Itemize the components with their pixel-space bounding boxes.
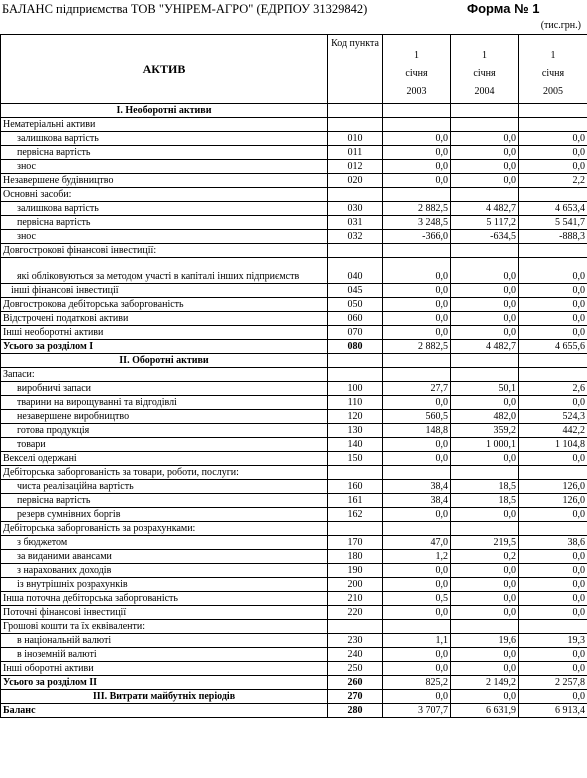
row-label: виробничі запаси xyxy=(1,382,328,396)
row-code xyxy=(328,522,383,536)
value-2004: 0,0 xyxy=(451,284,519,298)
value-2003: 0,0 xyxy=(383,160,451,174)
value-2004: 0,0 xyxy=(451,662,519,676)
unit-label: (тис.грн.) xyxy=(540,20,581,31)
table-row xyxy=(1,662,587,676)
column-header-date-2003 xyxy=(383,35,451,104)
value-2005: 6 913,4 xyxy=(519,704,587,718)
value-2005: 0,0 xyxy=(519,284,587,298)
row-label: товари xyxy=(1,438,328,452)
row-label: залишкова вартість xyxy=(1,132,328,146)
value-2005: 0,0 xyxy=(519,258,587,284)
value-2005: 0,0 xyxy=(519,132,587,146)
row-code: 250 xyxy=(328,662,383,676)
row-code: 240 xyxy=(328,648,383,662)
value-2003: -366,0 xyxy=(383,230,451,244)
value-2003 xyxy=(383,188,451,202)
table-row xyxy=(1,508,587,522)
value-2005: 0,0 xyxy=(519,298,587,312)
column-header-code-label: Код пункта xyxy=(331,38,379,49)
row-label: тварини на вирощуванні та відгодівлі xyxy=(1,396,328,410)
value-2005: 0,0 xyxy=(519,606,587,620)
row-label: знос xyxy=(1,160,328,174)
value-2003: 0,0 xyxy=(383,326,451,340)
value-2005: 0,0 xyxy=(519,648,587,662)
balance-table xyxy=(0,34,587,718)
row-code: 031 xyxy=(328,216,383,230)
table-row xyxy=(1,452,587,466)
row-label: первісна вартість xyxy=(1,494,328,508)
value-2003: 2 882,5 xyxy=(383,340,451,354)
value-2003: 0,0 xyxy=(383,452,451,466)
row-code: 270 xyxy=(328,690,383,704)
value-2003: 0,0 xyxy=(383,578,451,592)
value-2003: 0,0 xyxy=(383,146,451,160)
row-label: Дебіторська заборгованість за товари, роботи, послуги: xyxy=(1,466,328,480)
row-label: первісна вартість xyxy=(1,216,328,230)
value-2004: 0,0 xyxy=(451,578,519,592)
row-code xyxy=(328,466,383,480)
row-code xyxy=(328,244,383,258)
row-label: інші фінансові інвестиції xyxy=(1,284,328,298)
value-2004: 0,0 xyxy=(451,326,519,340)
row-label: чиста реалізаційна вартість xyxy=(1,480,328,494)
value-2005 xyxy=(519,368,587,382)
value-2003: 0,0 xyxy=(383,284,451,298)
row-label: Незавершене будівництво xyxy=(1,174,328,188)
value-2004: 0,0 xyxy=(451,174,519,188)
row-code: 060 xyxy=(328,312,383,326)
row-label: Запаси: xyxy=(1,368,328,382)
value-2004 xyxy=(451,104,519,118)
value-2003: 0,0 xyxy=(383,662,451,676)
table-row xyxy=(1,494,587,508)
value-2005: 0,0 xyxy=(519,326,587,340)
table-row xyxy=(1,382,587,396)
value-2004: 4 482,7 xyxy=(451,202,519,216)
header-day: 1 xyxy=(482,50,487,61)
value-2004 xyxy=(451,244,519,258)
row-label: Відстрочені податкові активи xyxy=(1,312,328,326)
table-row xyxy=(1,410,587,424)
row-code: 160 xyxy=(328,480,383,494)
row-code: 150 xyxy=(328,452,383,466)
row-label: готова продукція xyxy=(1,424,328,438)
row-label: І. Необоротні активи xyxy=(1,104,328,118)
row-code: 020 xyxy=(328,174,383,188)
document-header xyxy=(0,0,587,34)
document-title: БАЛАНС підприємства ТОВ "УНІРЕМ-АГРО" (ЕДРПОУ 31329842) xyxy=(2,2,368,16)
column-header-date-2005 xyxy=(519,35,587,104)
header-month: січня xyxy=(541,68,565,79)
value-2005: 524,3 xyxy=(519,410,587,424)
value-2003: 560,5 xyxy=(383,410,451,424)
value-2003: 825,2 xyxy=(383,676,451,690)
value-2004: 482,0 xyxy=(451,410,519,424)
value-2005: 442,2 xyxy=(519,424,587,438)
column-header-date-2004 xyxy=(451,35,519,104)
row-label: знос xyxy=(1,230,328,244)
value-2003 xyxy=(383,354,451,368)
table-row xyxy=(1,244,587,258)
value-2003: 38,4 xyxy=(383,480,451,494)
table-row xyxy=(1,466,587,480)
value-2005: 0,0 xyxy=(519,160,587,174)
row-code xyxy=(328,118,383,132)
value-2005 xyxy=(519,118,587,132)
row-code xyxy=(328,620,383,634)
value-2004: 0,0 xyxy=(451,452,519,466)
value-2003: 0,0 xyxy=(383,132,451,146)
value-2005: 5 541,7 xyxy=(519,216,587,230)
row-label: за виданими авансами xyxy=(1,550,328,564)
row-code: 012 xyxy=(328,160,383,174)
value-2005: 0,0 xyxy=(519,550,587,564)
row-label: Довгострокові фінансові інвестиції: xyxy=(1,244,328,258)
table-row xyxy=(1,438,587,452)
value-2004: 0,0 xyxy=(451,312,519,326)
table-row xyxy=(1,160,587,174)
row-code: 032 xyxy=(328,230,383,244)
value-2005: 2 257,8 xyxy=(519,676,587,690)
value-2003: 0,0 xyxy=(383,564,451,578)
value-2003: 0,0 xyxy=(383,508,451,522)
table-row xyxy=(1,188,587,202)
row-code: 100 xyxy=(328,382,383,396)
row-label: які обліковуються за методом участі в капіталі інших підприємств xyxy=(1,258,328,284)
row-code: 140 xyxy=(328,438,383,452)
value-2003: 0,0 xyxy=(383,258,451,284)
row-label: Інші оборотні активи xyxy=(1,662,328,676)
row-code: 200 xyxy=(328,578,383,592)
row-label: в іноземній валюті xyxy=(1,648,328,662)
table-row xyxy=(1,578,587,592)
value-2004: 0,0 xyxy=(451,396,519,410)
value-2003: 0,0 xyxy=(383,174,451,188)
value-2003 xyxy=(383,244,451,258)
row-label: з бюджетом xyxy=(1,536,328,550)
table-row xyxy=(1,354,587,368)
row-code: 080 xyxy=(328,340,383,354)
header-day: 1 xyxy=(550,50,556,61)
value-2003 xyxy=(383,466,451,480)
table-row xyxy=(1,368,587,382)
header-year: 2004 xyxy=(474,86,495,97)
table-row xyxy=(1,606,587,620)
row-label: із внутрішніх розрахунків xyxy=(1,578,328,592)
row-code: 210 xyxy=(328,592,383,606)
table-row xyxy=(1,312,587,326)
value-2005: 126,0 xyxy=(519,494,587,508)
value-2005 xyxy=(519,244,587,258)
value-2004: 0,0 xyxy=(451,690,519,704)
table-row xyxy=(1,132,587,146)
value-2004 xyxy=(451,118,519,132)
value-2003: 0,0 xyxy=(383,606,451,620)
value-2004: 0,0 xyxy=(451,160,519,174)
value-2004: 0,0 xyxy=(451,258,519,284)
row-code: 120 xyxy=(328,410,383,424)
row-code: 180 xyxy=(328,550,383,564)
value-2003 xyxy=(383,620,451,634)
row-code: 070 xyxy=(328,326,383,340)
value-2004: 0,0 xyxy=(451,508,519,522)
row-code: 230 xyxy=(328,634,383,648)
row-code: 110 xyxy=(328,396,383,410)
header-month: січня xyxy=(405,68,428,79)
value-2004: 19,6 xyxy=(451,634,519,648)
table-row xyxy=(1,620,587,634)
table-row xyxy=(1,648,587,662)
value-2005 xyxy=(519,522,587,536)
value-2003: 3 248,5 xyxy=(383,216,451,230)
row-code: 045 xyxy=(328,284,383,298)
value-2003: 0,0 xyxy=(383,312,451,326)
value-2003 xyxy=(383,118,451,132)
value-2003: 2 882,5 xyxy=(383,202,451,216)
value-2003 xyxy=(383,522,451,536)
value-2003: 0,0 xyxy=(383,298,451,312)
table-row xyxy=(1,592,587,606)
table-row xyxy=(1,676,587,690)
value-2005: 0,0 xyxy=(519,690,587,704)
header-day: 1 xyxy=(414,50,419,61)
value-2004 xyxy=(451,466,519,480)
row-code: 190 xyxy=(328,564,383,578)
value-2004: 18,5 xyxy=(451,494,519,508)
table-row xyxy=(1,202,587,216)
table-header-row xyxy=(1,35,587,104)
value-2004 xyxy=(451,522,519,536)
value-2005 xyxy=(519,620,587,634)
row-label: ІІ. Оборотні активи xyxy=(1,354,328,368)
value-2004: 6 631,9 xyxy=(451,704,519,718)
value-2003: 38,4 xyxy=(383,494,451,508)
value-2004 xyxy=(451,188,519,202)
value-2004: 0,0 xyxy=(451,606,519,620)
value-2004: 2 149,2 xyxy=(451,676,519,690)
table-row xyxy=(1,118,587,132)
value-2005: 2,6 xyxy=(519,382,587,396)
row-label: Довгострокова дебіторська заборгованість xyxy=(1,298,328,312)
value-2005: 19,3 xyxy=(519,634,587,648)
table-row xyxy=(1,230,587,244)
row-code: 170 xyxy=(328,536,383,550)
row-label: в національній валюті xyxy=(1,634,328,648)
table-row xyxy=(1,216,587,230)
row-code xyxy=(328,104,383,118)
value-2005: 0,0 xyxy=(519,662,587,676)
value-2003: 0,0 xyxy=(383,438,451,452)
table-row xyxy=(1,522,587,536)
row-code xyxy=(328,368,383,382)
table-row xyxy=(1,480,587,494)
value-2004 xyxy=(451,368,519,382)
value-2005 xyxy=(519,104,587,118)
value-2003: 3 707,7 xyxy=(383,704,451,718)
value-2005: 1 104,8 xyxy=(519,438,587,452)
row-label: резерв сумнівних боргів xyxy=(1,508,328,522)
table-row xyxy=(1,536,587,550)
table-row xyxy=(1,258,587,284)
table-row xyxy=(1,424,587,438)
form-number: Форма № 1 xyxy=(467,1,540,16)
value-2005: 2,2 xyxy=(519,174,587,188)
row-code: 050 xyxy=(328,298,383,312)
value-2005: 0,0 xyxy=(519,578,587,592)
value-2003: 47,0 xyxy=(383,536,451,550)
value-2004: -634,5 xyxy=(451,230,519,244)
row-code xyxy=(328,188,383,202)
table-row xyxy=(1,550,587,564)
value-2003 xyxy=(383,368,451,382)
table-row xyxy=(1,396,587,410)
value-2005 xyxy=(519,188,587,202)
row-code: 010 xyxy=(328,132,383,146)
value-2005: 0,0 xyxy=(519,396,587,410)
value-2003: 0,0 xyxy=(383,396,451,410)
value-2005: 0,0 xyxy=(519,312,587,326)
row-code: 030 xyxy=(328,202,383,216)
value-2004: 5 117,2 xyxy=(451,216,519,230)
value-2004: 359,2 xyxy=(451,424,519,438)
value-2005 xyxy=(519,354,587,368)
row-code: 220 xyxy=(328,606,383,620)
value-2003: 1,1 xyxy=(383,634,451,648)
value-2005: 126,0 xyxy=(519,480,587,494)
column-header-code xyxy=(328,35,383,104)
value-2004: 0,0 xyxy=(451,132,519,146)
row-code: 280 xyxy=(328,704,383,718)
value-2004: 50,1 xyxy=(451,382,519,396)
row-label: Нематеріальні активи xyxy=(1,118,328,132)
value-2004 xyxy=(451,354,519,368)
table-row xyxy=(1,340,587,354)
value-2005: 4 655,6 xyxy=(519,340,587,354)
table-row xyxy=(1,174,587,188)
value-2005: 38,6 xyxy=(519,536,587,550)
row-code: 130 xyxy=(328,424,383,438)
value-2005: 0,0 xyxy=(519,592,587,606)
row-label: з нарахованих доходів xyxy=(1,564,328,578)
table-row xyxy=(1,298,587,312)
value-2004: 0,2 xyxy=(451,550,519,564)
row-label: Дебіторська заборгованість за розрахунками: xyxy=(1,522,328,536)
table-row xyxy=(1,146,587,160)
value-2005: 0,0 xyxy=(519,564,587,578)
table-row xyxy=(1,564,587,578)
table-row xyxy=(1,326,587,340)
row-label: Баланс xyxy=(1,704,328,718)
column-header-asset: АКТИВ xyxy=(1,35,328,104)
value-2005 xyxy=(519,466,587,480)
value-2005: 4 653,4 xyxy=(519,202,587,216)
header-year: 2005 xyxy=(543,86,563,97)
value-2005: 0,0 xyxy=(519,508,587,522)
header-year: 2003 xyxy=(406,86,427,97)
value-2004: 0,0 xyxy=(451,146,519,160)
value-2003: 1,2 xyxy=(383,550,451,564)
value-2003: 0,5 xyxy=(383,592,451,606)
value-2004: 4 482,7 xyxy=(451,340,519,354)
row-code: 040 xyxy=(328,258,383,284)
table-row xyxy=(1,104,587,118)
row-label: залишкова вартість xyxy=(1,202,328,216)
value-2004: 1 000,1 xyxy=(451,438,519,452)
value-2004: 0,0 xyxy=(451,298,519,312)
value-2004: 18,5 xyxy=(451,480,519,494)
row-code: 260 xyxy=(328,676,383,690)
value-2005: 0,0 xyxy=(519,452,587,466)
row-label: Основні засоби: xyxy=(1,188,328,202)
row-code: 162 xyxy=(328,508,383,522)
row-label: ІІІ. Витрати майбутніх періодів xyxy=(1,690,328,704)
row-label: Усього за розділом І xyxy=(1,340,328,354)
value-2003: 27,7 xyxy=(383,382,451,396)
value-2003 xyxy=(383,104,451,118)
value-2005: -888,3 xyxy=(519,230,587,244)
table-row xyxy=(1,690,587,704)
value-2004: 0,0 xyxy=(451,648,519,662)
row-code: 161 xyxy=(328,494,383,508)
row-label: Інші необоротні активи xyxy=(1,326,328,340)
value-2005: 0,0 xyxy=(519,146,587,160)
row-label: Поточні фінансові інвестиції xyxy=(1,606,328,620)
value-2004: 0,0 xyxy=(451,592,519,606)
value-2003: 0,0 xyxy=(383,648,451,662)
value-2003: 148,8 xyxy=(383,424,451,438)
value-2004: 0,0 xyxy=(451,564,519,578)
value-2003: 0,0 xyxy=(383,690,451,704)
table-row xyxy=(1,284,587,298)
row-code xyxy=(328,354,383,368)
row-label: Грошові кошти та їх еквіваленти: xyxy=(1,620,328,634)
row-label: Векселі одержані xyxy=(1,452,328,466)
table-row xyxy=(1,634,587,648)
value-2004: 219,5 xyxy=(451,536,519,550)
row-label: Інша поточна дебіторська заборгованість xyxy=(1,592,328,606)
row-label: незавершене виробництво xyxy=(1,410,328,424)
row-label: первісна вартість xyxy=(1,146,328,160)
header-month: січня xyxy=(473,68,496,79)
value-2004 xyxy=(451,620,519,634)
row-label: Усього за розділом ІІ xyxy=(1,676,328,690)
table-row xyxy=(1,704,587,718)
row-code: 011 xyxy=(328,146,383,160)
